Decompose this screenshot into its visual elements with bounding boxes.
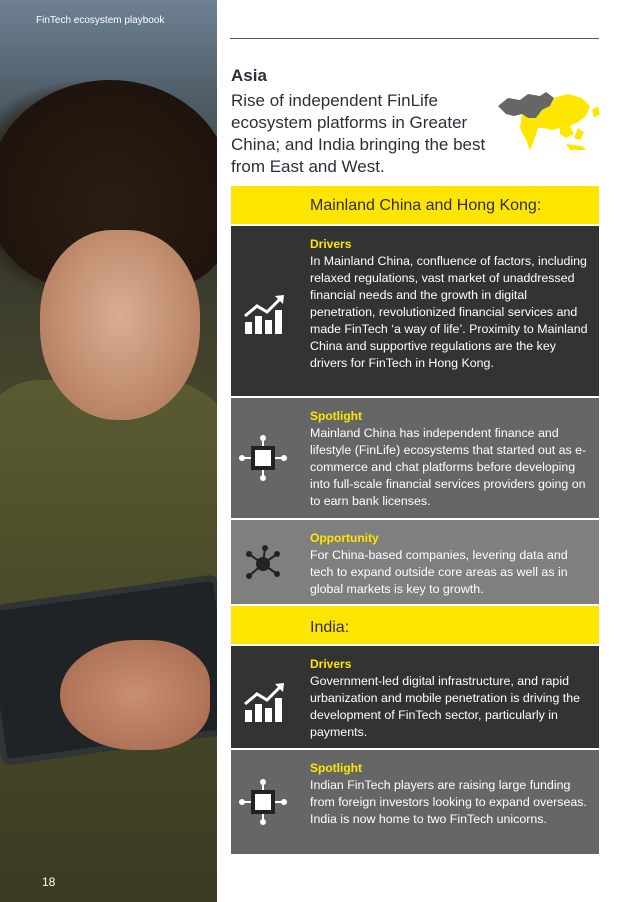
drivers-label: Drivers [310,657,352,671]
drivers-text: In Mainland China, confluence of factors, including relaxed regulations, vast market of unaddressed financial needs and the growth in digital penetration, revolutionized financial services and made FinTech ‘a way of life’. Proximity to Mainland China and supportive regulations are the key drivers for FinTech in Hong Kong. [310,254,588,370]
section-heading-text: Mainland China and Hong Kong: [310,197,542,214]
photo-hand [60,640,210,750]
opportunity-text: For China-based companies, levering data and tech to expand outside core areas as well as in global markets is key to growth. [310,548,568,596]
opportunity-label: Opportunity [310,531,379,545]
region-subtitle: Rise of independent FinLife ecosystem platforms in Greater China; and India bringing the best from East and West. [231,91,486,176]
running-head: FinTech ecosystem playbook [36,15,165,26]
spotlight-text: Indian FinTech players are raising large funding from foreign investors looking to expand overseas. India is now home to two FinTech unicorns. [310,778,587,826]
china-drivers-block [231,226,599,396]
india-spotlight-block [231,750,599,854]
drivers-label: Drivers [310,237,352,251]
spotlight-label: Spotlight [310,761,362,775]
india-drivers-block [231,646,599,748]
network-icon [239,540,287,588]
china-opportunity-block [231,520,599,604]
spotlight-text: Mainland China has independent finance and lifestyle (FinLife) ecosystems that started out as e-commerce and chat platforms before developing into full-scale financial services providers going on to earn bank licenses. [310,426,587,508]
china-spotlight-block [231,398,599,518]
section-heading-text: India: [310,619,350,636]
chip-icon [239,778,287,826]
growth-chart-icon [239,292,287,340]
hero-photo [0,0,217,902]
spotlight-label: Spotlight [310,409,362,423]
asia-map-icon [494,88,604,158]
photo-face [40,230,200,420]
section-heading-china [231,186,599,224]
drivers-text: Government-led digital infrastructure, and rapid urbanization and mobile penetration is driving the development of FinTech sector, particularly in payments. [310,674,581,739]
page-number: 18 [42,875,56,889]
section-heading-india [231,606,599,644]
growth-chart-icon [239,680,287,728]
region-title: Asia [231,66,267,85]
top-rule [230,38,599,39]
chip-icon [239,434,287,482]
